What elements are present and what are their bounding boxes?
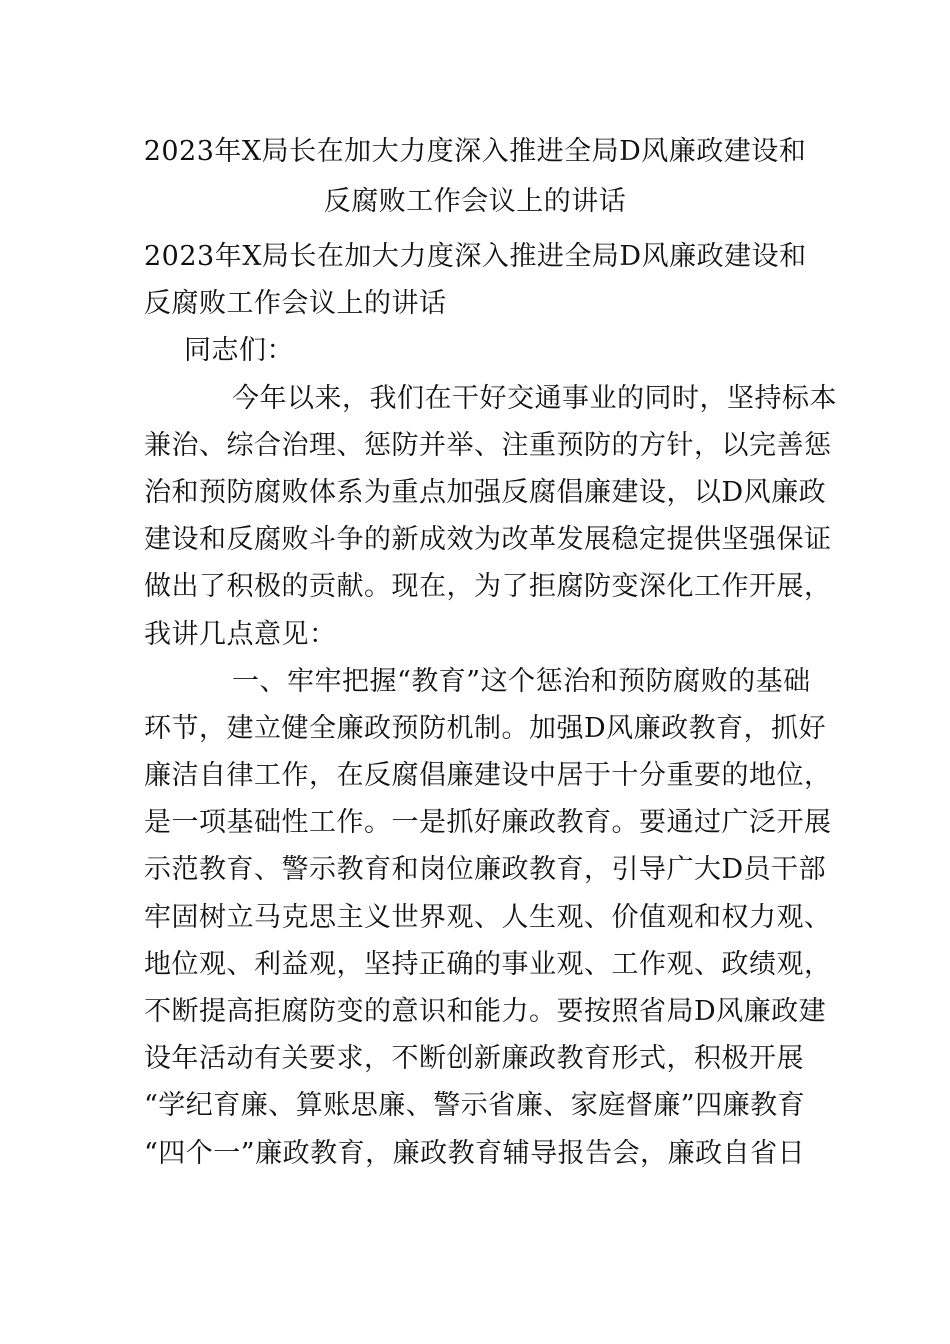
salutation: 同志们： [184, 335, 294, 367]
paragraph-start: 一、牢牢把握“教育”这个惩治和预防腐败的基础 [232, 665, 811, 697]
body-line: 反腐败工作会议上的讲话 [144, 288, 447, 320]
body-line: 建设和反腐败斗争的新成效为改革发展稳定提供坚强保证 [144, 524, 832, 556]
body-line: 2023年X局长在加大力度深入推进全局D风廉政建设和 [144, 241, 807, 272]
document-title-line-2: 反腐败工作会议上的讲话 [323, 186, 627, 217]
body-line: 牢固树立马克思主义世界观、人生观、价值观和权力观、 [144, 901, 832, 933]
body-line: 兼治、综合治理、惩防并举、注重预防的方针，以完善惩 [144, 429, 832, 461]
body-line: 地位观、利益观，坚持正确的事业观、工作观、政绩观， [144, 948, 832, 980]
body-line: 做出了积极的贡献。现在，为了拒腐防变深化工作开展， [144, 571, 832, 603]
body-line: 不断提高拒腐防变的意识和能力。要按照省局D风廉政建 [144, 996, 827, 1027]
body-line: 是一项基础性工作。一是抓好廉政教育。要通过广泛开展 [144, 807, 832, 839]
paragraph-start: 今年以来，我们在干好交通事业的同时，坚持标本 [232, 382, 837, 414]
body-line: 治和预防腐败体系为重点加强反腐倡廉建设，以D风廉政 [144, 476, 827, 508]
body-line: 示范教育、警示教育和岗位廉政教育，引导广大D员干部 [144, 854, 827, 886]
body-line: 设年活动有关要求，不断创新廉政教育形式，积极开展 [144, 1043, 804, 1075]
body-line: 环节，建立健全廉政预防机制。加强D风廉政教育，抓好 [144, 712, 827, 744]
body-line: “学纪育廉、算账思廉、警示省廉、家庭督廉”四廉教育 [144, 1090, 806, 1122]
body-line: 廉洁自律工作，在反腐倡廉建设中居于十分重要的地位， [144, 760, 832, 792]
body-line: 我讲几点意见： [144, 618, 337, 650]
document-title-line-1: 2023年X局长在加大力度深入推进全局D风廉政建设和 [143, 136, 807, 167]
document-body [144, 233, 837, 1177]
body-line: “四个一”廉政教育，廉政教育辅导报告会，廉政自省日 [144, 1137, 806, 1169]
